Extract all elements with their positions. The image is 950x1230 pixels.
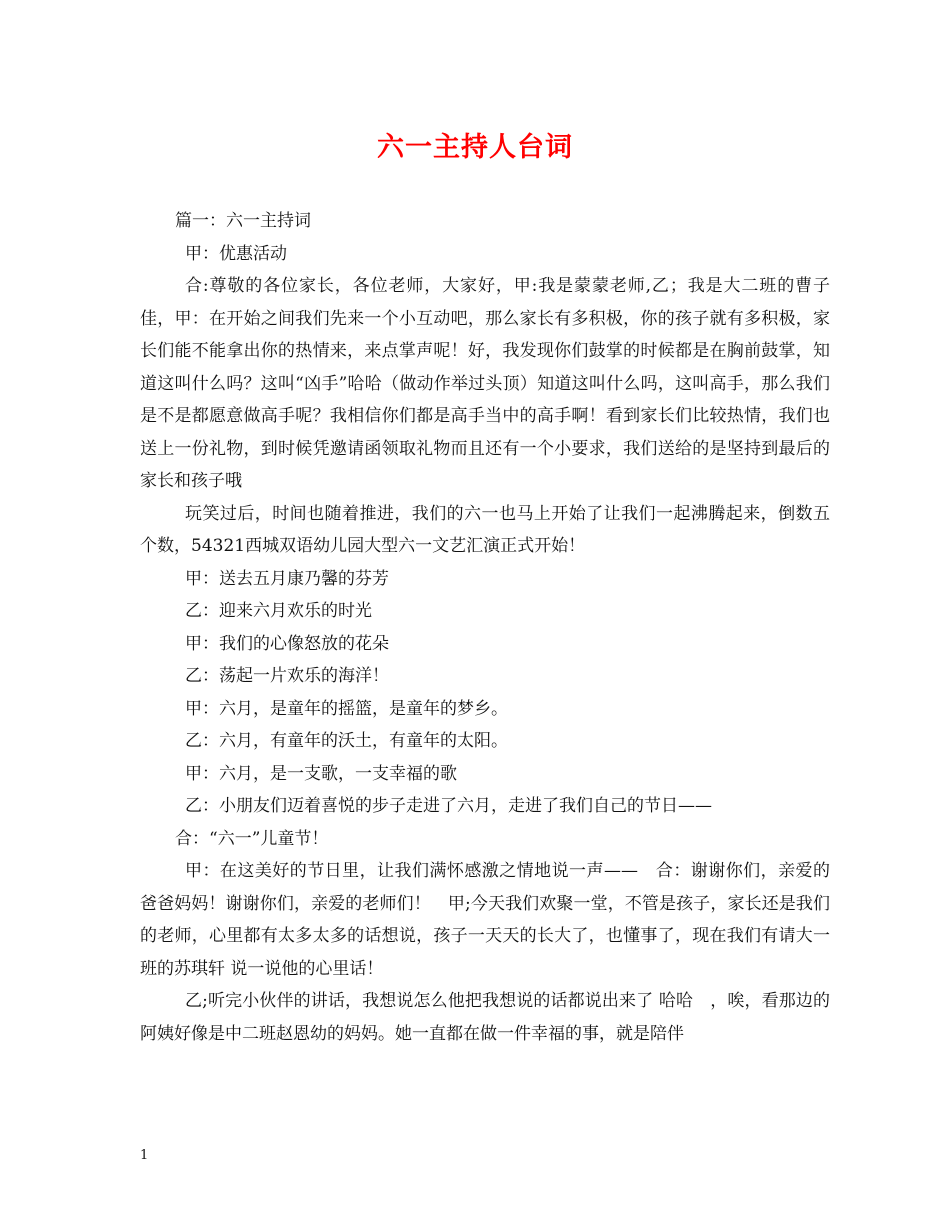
paragraph: 篇一：六一主持词	[175, 211, 311, 231]
document-body	[140, 205, 830, 1050]
paragraph: 甲：送去五月康乃馨的芬芳	[185, 568, 389, 589]
paragraph: 甲：我们的心像怒放的花朵	[185, 633, 389, 654]
paragraph: 合：“六一”儿童节！	[175, 828, 329, 849]
paragraph: 甲：六月，是一支歌，一支幸福的歌	[185, 763, 457, 784]
paragraph: 玩笑过后，时间也随着推进，我们的六一也马上开始了让我们一起沸腾起来，倒数五个数，54321西城双语幼儿园大型六一文艺汇演正式开始！	[140, 503, 830, 556]
paragraph: 乙：小朋友们迈着喜悦的步子走进了六月，走进了我们自己的节日——	[185, 796, 712, 816]
paragraph: 甲：六月，是童年的摇篮，是童年的梦乡。	[185, 698, 508, 719]
paragraph: 乙：荡起一片欢乐的海洋！	[185, 666, 389, 686]
paragraph: 合:尊敬的各位家长，各位老师，大家好，甲:我是蒙蒙老师,乙；我是大二班的曹子佳，甲：在开始之间我们先来一个小互动吧，那么家长有多积极，你的孩子就有多积极，家长们能不能拿出你的热情来，来点掌声呢！好，我发现你们鼓掌的时候都是在胸前鼓掌，知道这叫什么吗？这叫“凶手”哈哈（做动作举过头顶）知道这叫什么吗，这叫高手，那么我们是不是都愿意做高手呢？我相信你们都是高手当中的高手啊！看到家长们比较热情，我们也送上一份礼物，到时候凭邀请函领取礼物而且还有一个小要求，我们送给的是坚持到最后的家长和孩子哦	[140, 276, 830, 491]
document-title: 六一主持人台词	[377, 132, 573, 163]
paragraph: 乙：六月，有童年的沃土，有童年的太阳。	[185, 731, 508, 751]
paragraph: 乙;听完小伙伴的讲话，我想说怎么他把我想说的话都说出来了 哈哈 ，唉，看那边的阿姨好像是中二班赵恩幼的妈妈。她一直都在做一件幸福的事，就是陪伴	[140, 991, 830, 1044]
paragraph: 甲：在这美好的节日里，让我们满怀感激之情地说一声—— 合：谢谢你们，亲爱的爸爸妈妈！谢谢你们，亲爱的老师们！ 甲;今天我们欢聚一堂，不管是孩子，家长还是我们的老师，心里都有太多太多的话想说，孩子一天天的长大了，也懂事了，现在我们有请大一班的苏琪轩 说一说他的心里话！	[140, 861, 830, 979]
paragraph: 乙：迎来六月欢乐的时光	[185, 601, 372, 621]
page-number: 1	[140, 1148, 149, 1163]
paragraph: 甲：优惠活动	[185, 243, 287, 264]
